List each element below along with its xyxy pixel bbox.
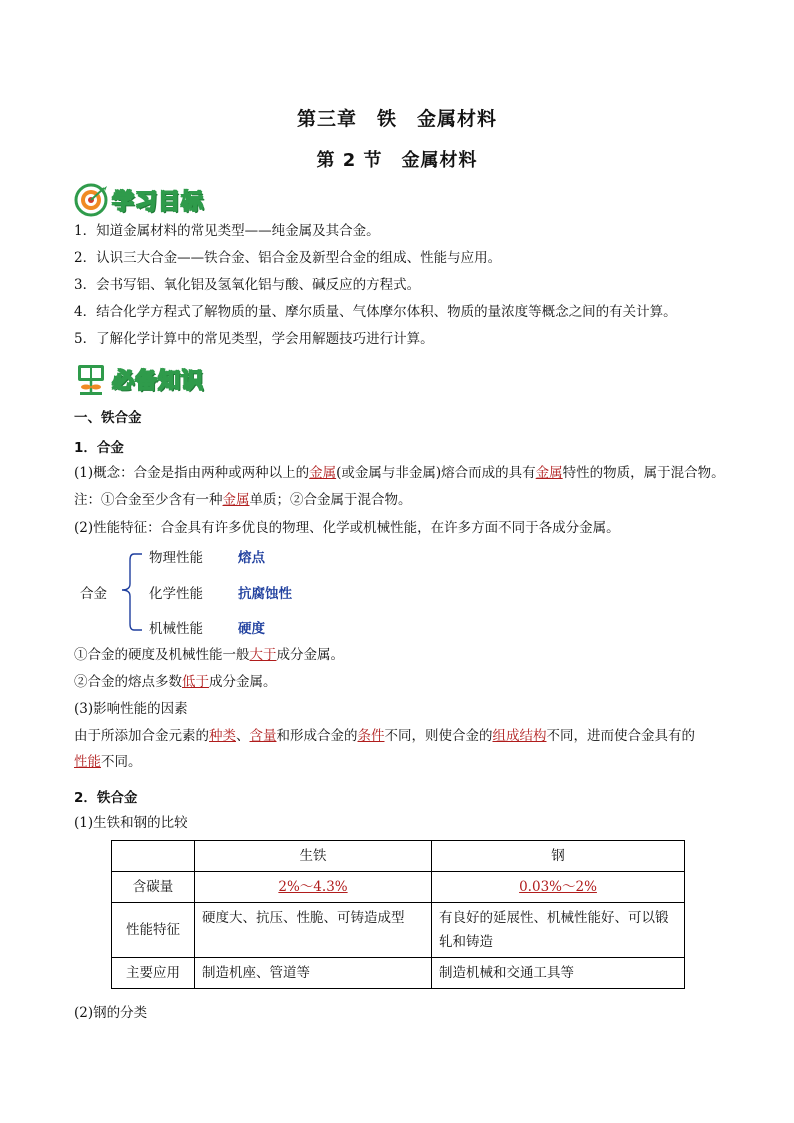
hardness-line: ①合金的硬度及机械性能一般大于成分金属。 [74,647,344,663]
table-row [112,903,685,958]
chapter-title: 第三章 铁 金属材料 [296,108,497,130]
table-header-pig-iron: 生铁 [195,841,432,872]
table-header-empty [112,841,195,872]
table-header-steel: 钢 [432,841,685,872]
tree-value-melting-point: 熔点 [238,550,265,566]
blank-performance: 性能 [74,754,101,770]
cell-steel-uses: 制造机械和交通工具等 [432,958,685,989]
cell-pig-carbon: 2%～4.3% [195,872,432,903]
blank-metal-3: 金属 [222,492,250,508]
concept-line: (1)概念：合金是指由两种或两种以上的金属(或金属与非金属)熔合而成的具有金属特性的物质，属于混合物。 [74,465,725,481]
objective-1: 1．知道金属材料的常见类型——纯金属及其合金。 [74,223,380,239]
objective-4: 4．结合化学方程式了解物质的量、摩尔质量、气体摩尔体积、物质的量浓度等概念之间的有关计算。 [74,304,677,320]
pig-iron-steel-table [111,840,685,989]
book-plant-icon [74,362,108,396]
section-title: 第 2 节 金属材料 [316,150,478,171]
blank-metal-1: 金属 [309,465,337,481]
tree-root: 合金 [80,586,107,602]
brace-connector [110,548,150,638]
blank-content: 含量 [249,728,277,744]
blank-greater-than: 大于 [249,647,277,663]
note-line: 注：①合金至少含有一种金属单质；②合金属于混合物。 [74,492,412,508]
tree-branch-mechanical: 机械性能 [149,621,203,637]
blank-metal-2: 金属 [535,465,563,481]
blank-condition: 条件 [357,728,385,744]
blank-structure: 组成结构 [492,728,547,744]
cell-steel-features: 有良好的延展性、机械性能好、可以锻 轧和铸造 [432,903,685,958]
factors-line-1: 由于所添加合金元素的种类、含量和形成合金的条件不同，则使合金的组成结构不同，进而使合金具有的 [74,728,695,744]
objectives-badge-label: 学习目标 [112,189,205,215]
table-row [112,872,685,903]
target-icon [74,183,108,217]
blank-lower-than: 低于 [182,674,209,690]
knowledge-badge-label: 必备知识 [112,368,205,394]
row-label-features: 性能特征 [112,903,195,958]
tree-value-hardness: 硬度 [238,621,265,637]
row-label-carbon: 含碳量 [112,872,195,903]
cell-steel-carbon: 0.03%～2% [432,872,685,903]
table-header-row [112,841,685,872]
compare-title: (1)生铁和钢的比较 [74,815,188,831]
objective-3: 3．会书写铝、氧化铝及氢氧化铝与酸、碱反应的方程式。 [74,277,421,293]
factors-title: (3)影响性能的因素 [74,701,188,717]
alloy-subheading: 1．合金 [74,440,124,456]
tree-branch-chemical: 化学性能 [149,586,203,602]
iron-alloy-subheading: 2．铁合金 [74,790,138,806]
steel-classify-title: (2)钢的分类 [74,1005,148,1021]
objective-2: 2．认识三大合金——铁合金、铝合金及新型合金的组成、性能与应用。 [74,250,502,266]
part1-heading: 一、铁合金 [74,410,142,426]
tree-branch-physical: 物理性能 [149,550,203,566]
cell-pig-features: 硬度大、抗压、性脆、可铸造成型 [195,903,432,958]
row-label-uses: 主要应用 [112,958,195,989]
factors-line-2: 性能不同。 [74,754,142,770]
blank-type: 种类 [209,728,236,744]
features-line: (2)性能特征：合金具有许多优良的物理、化学或机械性能，在许多方面不同于各成分金属。 [74,520,620,536]
objectives-badge [74,183,204,217]
cell-pig-uses: 制造机座、管道等 [195,958,432,989]
tree-value-corrosion: 抗腐蚀性 [238,586,292,602]
knowledge-badge [74,362,204,396]
table-row [112,958,685,989]
objective-5: 5．了解化学计算中的常见类型，学会用解题技巧进行计算。 [74,331,434,347]
melting-line: ②合金的熔点多数低于成分金属。 [74,674,277,690]
